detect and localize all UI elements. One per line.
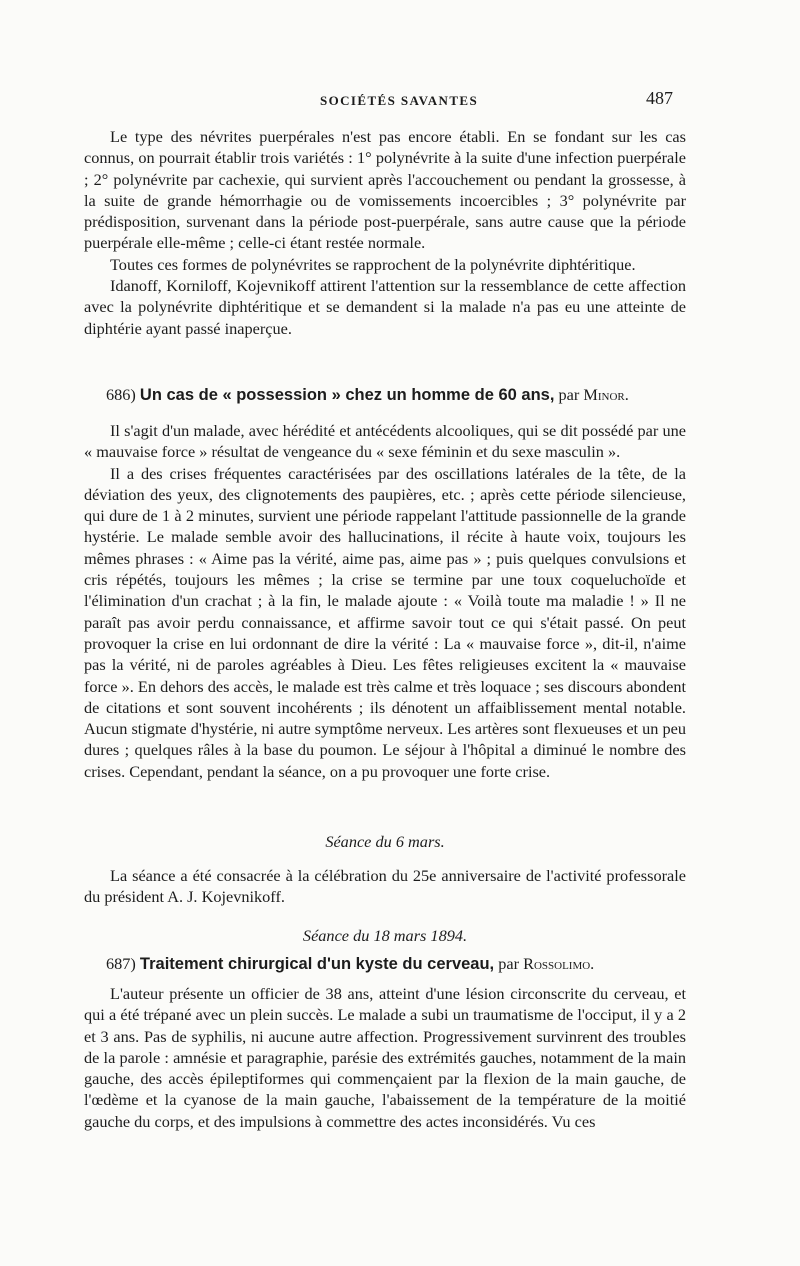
paragraph: L'auteur présente un officier de 38 ans, atteint d'une lésion circonscrite du cerveau, et qui a été trépané avec un plein succès. Le malade a subi un traumatisme de l'occiput, il y a 2 et 3 ans. Pas de syphilis, ni aucune autre affection. Progressivement survinrent des troubles de la parole : amnésie et paragraphie, parésie des extrémités gauches, notamment de la main gauche, des accès épileptiformes qui commençaient par la flexion de la main gauche, de l'œdème et la cyanose de la main gauche, l'abaissement de la température de la moitié gauche du corps, et des impulsions à commettre des actes inconsidérés. Vu ces [84,984,686,1131]
running-title: SOCIÉTÉS SAVANTES [320,93,479,108]
section-title: Un cas de « possession » chez un homme de 60 ans, [139,386,555,404]
paragraph: Idanoff, Korniloff, Kojevnikoff attirent l'attention sur la ressemblance de cette affection avec la polynévrite diphtéritique et se demandent si la malade n'a pas eu une atteinte de diphtérie ayant passé inaperçue. [84,276,686,338]
paragraph: La séance a été consacrée à la célébration du 25e anniversaire de l'activité professorale du président A. J. Kojevnikoff. [84,866,686,907]
paragraph: Il s'agit d'un malade, avec hérédité et antécédents alcooliques, qui se dit possédé par une « mauvaise force » résultat de vengeance du « sexe féminin et du sexe masculin ». [84,421,686,462]
seance-heading-6-mars [84,832,686,852]
seance-heading-18-mars [84,926,686,946]
seance-title: Séance du 6 mars. [325,832,445,851]
page-number: 487 [646,88,673,108]
author-by: par [558,385,580,404]
author-name: Minor. [583,385,629,404]
section-heading-687 [84,954,704,974]
section-686-body [84,420,686,782]
neuritis-discussion-block [84,126,686,339]
section-687-body [84,983,686,1132]
section-number: 686) [106,385,136,404]
paragraph: Le type des névrites puerpérales n'est pas encore établi. En se fondant sur les cas connus, on pourrait établir trois variétés : 1° polynévrite à la suite d'une infection puerpérale ; 2° polynévrite par cachexie, qui survient après l'accouchement ou pendant la grossesse, à la suite de grande hémorrhagie ou de vomissements incoercibles ; 3° polynévrite par prédisposition, survenant dans la période post-puerpérale, sans autre cause que la période puerpérale elle-même ; celle-ci étant restée normale. [84,127,686,253]
seance-title: Séance du 18 mars 1894. [302,926,468,945]
section-title: Traitement chirurgical d'un kyste du cerveau, [139,955,495,973]
paragraph: Toutes ces formes de polynévrites se rapprochent de la polynévrite diphtéritique. [110,254,636,274]
seance-6-body [84,865,686,908]
section-heading-686 [84,385,704,405]
section-number: 687) [106,954,136,973]
author-by: par [498,954,520,973]
author-name: Rossolimo. [523,954,595,973]
paragraph: Il a des crises fréquentes caractérisées par des oscillations latérales de la tête, de la déviation des yeux, des clignotements des paupières, etc. ; après cette période silencieuse, qui dure de 1 à 2 minutes, survient une période rappelant l'attitude passionnelle de la grande hystérie. Le malade semble avoir des hallucinations, il récite à haute voix, toujours les mêmes phrases : « Aime pas la vérité, aime pas, aime pas » ; puis quelques convulsions et cris répétés, toujours les mêmes ; la crise se termine par une toux coqueluchoïde et l'élimination d'un crachat ; à la fin, le malade ajoute : « Voilà toute ma maladie ! » Il ne paraît pas avoir perdu connaissance, et affirme savoir tout ce qui s'était passé. On peut provoquer la crise en lui ordonnant de dire la vérité : La « mauvaise force », dit-il, n'aime pas la vérité, ni de paroles agréables à Dieu. Les fêtes religieuses excitent la « mauvaise force ». En dehors des accès, le malade est très calme et très loquace ; ses discours abondent de citations et sont souvent incohérents ; ils dénotent un affaiblissement mental notable. Aucun stigmate d'hystérie, ni autre symptôme nerveux. Les artères sont flexueuses et un peu dures ; quelques râles à la base du poumon. Le séjour à l'hôpital a diminué le nombre des crises. Cependant, pendant la séance, on a pu provoquer une forte crise. [84,463,687,781]
